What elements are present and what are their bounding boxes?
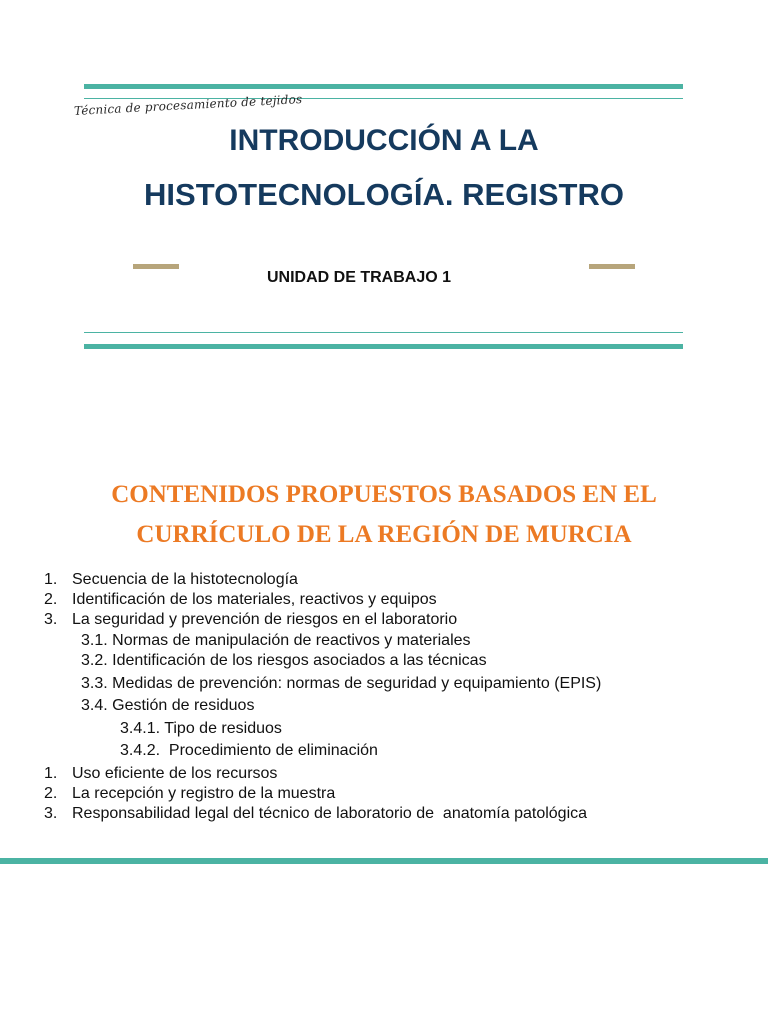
list-item — [81, 696, 254, 716]
list-item — [44, 590, 437, 610]
list-item-text: La seguridad y prevención de riesgos en el laboratorio — [72, 611, 458, 628]
page-title-line-2: HISTOTECNOLOGÍA. REGISTRO — [144, 177, 624, 212]
list-item-text: Medidas de prevención: normas de seguridad y equipamiento (EPIS) — [112, 675, 602, 692]
list-item-number: 3.3. — [81, 675, 108, 692]
top-thick-rule — [84, 84, 683, 89]
list-item-text: Procedimiento de eliminación — [168, 742, 378, 759]
list-item — [120, 741, 378, 761]
list-item-text: Identificación de los riesgos asociados a las técnicas — [112, 652, 487, 669]
section-heading-line-1: CONTENIDOS PROPUESTOS BASADOS EN EL — [111, 481, 657, 508]
list-item — [81, 631, 471, 651]
list-item-number: 3.1. — [81, 632, 108, 649]
list-item-number: 3. — [44, 805, 58, 822]
list-item — [44, 784, 335, 804]
list-item-number: 2. — [44, 785, 58, 802]
footer-rule — [0, 858, 768, 864]
unit-subtitle: UNIDAD DE TRABAJO 1 — [266, 269, 451, 286]
list-item — [44, 610, 457, 630]
list-item-text: Gestión de residuos — [112, 697, 255, 714]
page-title-line-1: INTRODUCCIÓN A LA — [229, 124, 539, 157]
list-item — [44, 804, 587, 824]
list-item-text: Uso eficiente de los recursos — [72, 765, 278, 782]
list-item-number: 3.4. — [81, 697, 108, 714]
list-item-text: Normas de manipulación de reactivos y materiales — [112, 632, 471, 649]
handwritten-note: Técnica de procesamiento de tejidos — [73, 92, 303, 118]
list-item-number: 3.4.1. — [120, 720, 161, 737]
list-item-number: 1. — [44, 571, 58, 588]
section-heading-line-2: CURRÍCULO DE LA REGIÓN DE MURCIA — [136, 521, 632, 548]
list-item-number: 2. — [44, 591, 58, 608]
right-accent-dash — [589, 264, 635, 269]
list-item-text: Responsabilidad legal del técnico de laboratorio de anatomía patológica — [72, 805, 588, 822]
list-item-number: 3.4.2. — [120, 742, 161, 759]
list-item — [120, 719, 282, 739]
bottom-thin-rule — [84, 332, 683, 333]
list-item-text: La recepción y registro de la muestra — [72, 785, 336, 802]
list-item-number: 1. — [44, 765, 58, 782]
list-item — [81, 651, 487, 671]
list-item-text: Secuencia de la histotecnología — [72, 571, 298, 588]
list-item — [44, 764, 277, 784]
list-item-text: Tipo de residuos — [164, 720, 282, 737]
list-item — [81, 674, 601, 694]
list-item — [44, 570, 298, 590]
list-item-number: 3.2. — [81, 652, 108, 669]
bottom-thick-rule — [84, 344, 683, 349]
list-item-text: Identificación de los materiales, reactivos y equipos — [72, 591, 437, 608]
list-item-number: 3. — [44, 611, 58, 628]
